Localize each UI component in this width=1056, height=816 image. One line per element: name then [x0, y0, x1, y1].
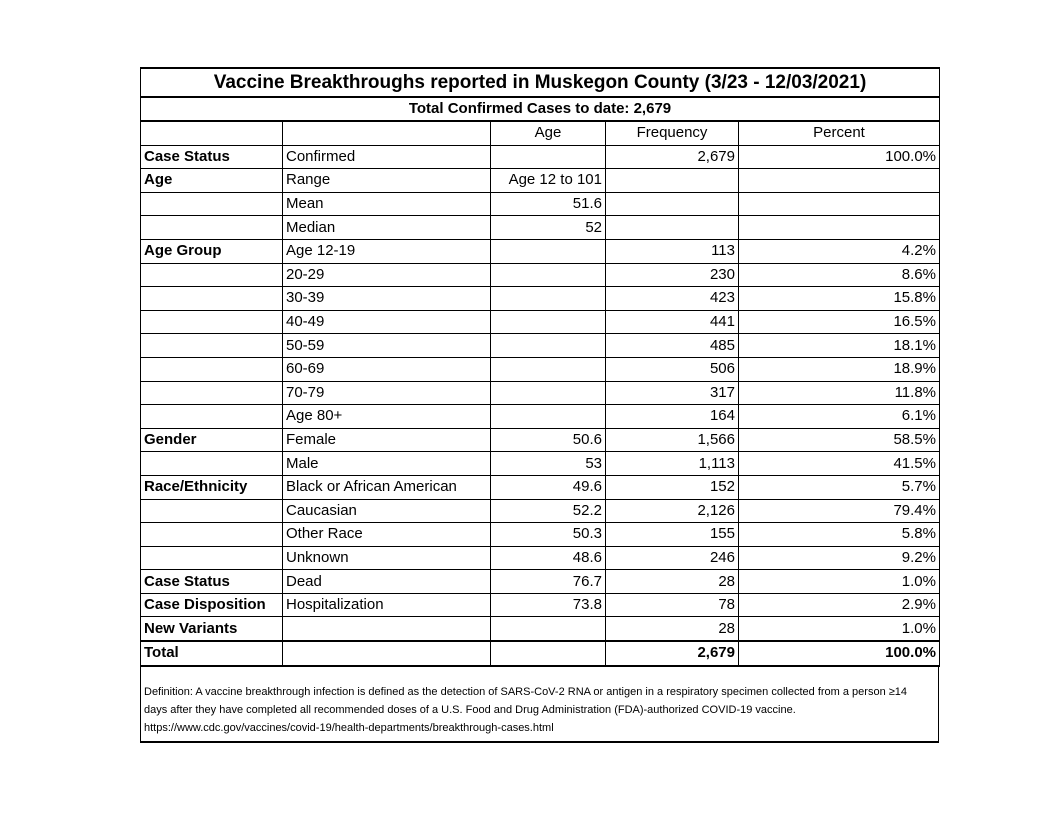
table-row	[141, 216, 940, 240]
row-percent: 1.0%	[739, 617, 940, 641]
row-frequency: 230	[606, 263, 739, 287]
row-frequency: 152	[606, 475, 739, 499]
table-row	[141, 310, 940, 334]
total-blank-label	[283, 641, 491, 666]
row-category	[141, 263, 283, 287]
row-frequency: 155	[606, 523, 739, 547]
row-age: 49.6	[491, 475, 606, 499]
row-label: Black or African American	[283, 475, 491, 499]
row-percent: 5.7%	[739, 475, 940, 499]
row-age: 53	[491, 452, 606, 476]
row-label: Female	[283, 428, 491, 452]
row-category	[141, 216, 283, 240]
row-category	[141, 334, 283, 358]
row-label: Caucasian	[283, 499, 491, 523]
breakthrough-table-sheet	[140, 67, 939, 743]
row-category: Race/Ethnicity	[141, 475, 283, 499]
table-row	[141, 546, 940, 570]
row-label: Other Race	[283, 523, 491, 547]
row-category: Age Group	[141, 239, 283, 263]
row-frequency: 441	[606, 310, 739, 334]
row-age	[491, 310, 606, 334]
row-percent: 5.8%	[739, 523, 940, 547]
row-category	[141, 546, 283, 570]
table-title: Vaccine Breakthroughs reported in Muskegon County (3/23 - 12/03/2021)	[141, 68, 940, 97]
header-label-cell	[283, 121, 491, 145]
table-row	[141, 428, 940, 452]
row-age: 48.6	[491, 546, 606, 570]
row-frequency: 246	[606, 546, 739, 570]
row-age	[491, 405, 606, 429]
row-label: Dead	[283, 570, 491, 594]
row-label: Male	[283, 452, 491, 476]
row-category	[141, 523, 283, 547]
row-frequency: 2,679	[606, 145, 739, 169]
row-label: Range	[283, 169, 491, 193]
row-category	[141, 357, 283, 381]
header-age: Age	[491, 121, 606, 145]
table-row	[141, 239, 940, 263]
row-frequency: 317	[606, 381, 739, 405]
row-label	[283, 617, 491, 641]
table-row	[141, 287, 940, 311]
table-row	[141, 523, 940, 547]
row-percent: 1.0%	[739, 570, 940, 594]
total-percent: 100.0%	[739, 641, 940, 666]
row-percent	[739, 192, 940, 216]
row-label: 60-69	[283, 357, 491, 381]
row-label: 70-79	[283, 381, 491, 405]
row-percent: 2.9%	[739, 593, 940, 617]
row-category	[141, 452, 283, 476]
row-percent: 11.8%	[739, 381, 940, 405]
row-category: New Variants	[141, 617, 283, 641]
table-row	[141, 263, 940, 287]
table-row	[141, 570, 940, 594]
header-category-cell	[141, 121, 283, 145]
header-frequency: Frequency	[606, 121, 739, 145]
row-category: Age	[141, 169, 283, 193]
row-percent: 41.5%	[739, 452, 940, 476]
row-frequency: 78	[606, 593, 739, 617]
row-label: Age 12-19	[283, 239, 491, 263]
row-percent: 6.1%	[739, 405, 940, 429]
row-percent: 15.8%	[739, 287, 940, 311]
row-label: Unknown	[283, 546, 491, 570]
definition-text: Definition: A vaccine breakthrough infection is defined as the detection of SARS-CoV-2 RNA or antigen in a respiratory specimen collected from a person ≥14 days after they have completed all recommended doses of a U.S. Food and Drug Administration (FDA)-authorized COVID-19 vaccine. https://www.cdc.gov/vaccines/covid-19/health-departments/breakthrough-cases.html	[144, 685, 908, 734]
row-category: Case Disposition	[141, 593, 283, 617]
table-row	[141, 475, 940, 499]
subtitle-row	[141, 97, 940, 121]
row-age: 52.2	[491, 499, 606, 523]
row-frequency: 164	[606, 405, 739, 429]
total-age	[491, 641, 606, 666]
header-percent: Percent	[739, 121, 940, 145]
table-row	[141, 169, 940, 193]
row-frequency: 423	[606, 287, 739, 311]
title-row	[141, 68, 940, 97]
row-label: Hospitalization	[283, 593, 491, 617]
row-category	[141, 499, 283, 523]
table-row	[141, 499, 940, 523]
row-frequency: 1,113	[606, 452, 739, 476]
row-frequency	[606, 216, 739, 240]
row-percent: 18.1%	[739, 334, 940, 358]
row-category	[141, 405, 283, 429]
table-row	[141, 334, 940, 358]
total-frequency: 2,679	[606, 641, 739, 666]
row-frequency: 113	[606, 239, 739, 263]
table-row	[141, 405, 940, 429]
row-label: 40-49	[283, 310, 491, 334]
row-frequency: 506	[606, 357, 739, 381]
row-percent	[739, 216, 940, 240]
row-age	[491, 357, 606, 381]
row-frequency: 2,126	[606, 499, 739, 523]
row-age: 76.7	[491, 570, 606, 594]
row-percent: 8.6%	[739, 263, 940, 287]
table-subtitle: Total Confirmed Cases to date: 2,679	[141, 97, 940, 121]
row-category	[141, 287, 283, 311]
table-row	[141, 381, 940, 405]
row-percent	[739, 169, 940, 193]
table-row	[141, 452, 940, 476]
definition-box	[140, 667, 939, 743]
row-category	[141, 381, 283, 405]
row-frequency: 485	[606, 334, 739, 358]
row-percent: 18.9%	[739, 357, 940, 381]
row-age: 52	[491, 216, 606, 240]
row-age	[491, 287, 606, 311]
row-age	[491, 381, 606, 405]
row-category: Case Status	[141, 570, 283, 594]
row-percent: 4.2%	[739, 239, 940, 263]
row-age: 50.6	[491, 428, 606, 452]
row-category: Case Status	[141, 145, 283, 169]
row-age: 50.3	[491, 523, 606, 547]
total-row	[141, 641, 940, 666]
table-row	[141, 192, 940, 216]
table-row	[141, 145, 940, 169]
row-label: 50-59	[283, 334, 491, 358]
table-row	[141, 593, 940, 617]
row-age: 73.8	[491, 593, 606, 617]
row-frequency	[606, 192, 739, 216]
row-label: Age 80+	[283, 405, 491, 429]
row-frequency: 1,566	[606, 428, 739, 452]
row-age	[491, 334, 606, 358]
row-percent: 58.5%	[739, 428, 940, 452]
row-age	[491, 239, 606, 263]
row-frequency: 28	[606, 617, 739, 641]
row-category: Gender	[141, 428, 283, 452]
row-age: 51.6	[491, 192, 606, 216]
row-label: Median	[283, 216, 491, 240]
row-age: Age 12 to 101	[491, 169, 606, 193]
row-label: 20-29	[283, 263, 491, 287]
table-row	[141, 617, 940, 641]
row-label: 30-39	[283, 287, 491, 311]
table-row	[141, 357, 940, 381]
total-label: Total	[141, 641, 283, 666]
row-age	[491, 617, 606, 641]
row-percent: 100.0%	[739, 145, 940, 169]
row-frequency: 28	[606, 570, 739, 594]
row-age	[491, 263, 606, 287]
breakthrough-table	[140, 67, 940, 667]
row-label: Mean	[283, 192, 491, 216]
header-row	[141, 121, 940, 145]
row-percent: 79.4%	[739, 499, 940, 523]
row-percent: 9.2%	[739, 546, 940, 570]
row-category	[141, 310, 283, 334]
row-percent: 16.5%	[739, 310, 940, 334]
row-category	[141, 192, 283, 216]
row-label: Confirmed	[283, 145, 491, 169]
row-frequency	[606, 169, 739, 193]
row-age	[491, 145, 606, 169]
